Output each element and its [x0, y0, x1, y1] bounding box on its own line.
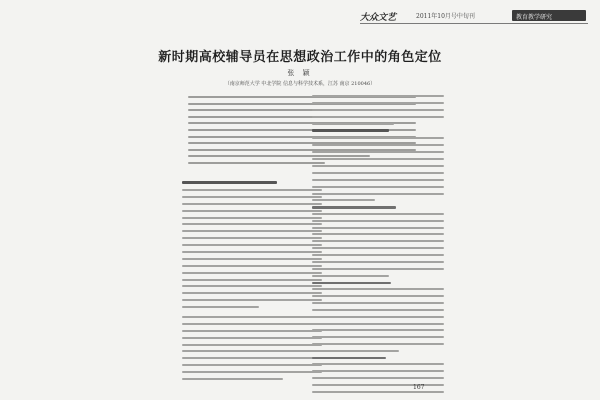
text-line — [182, 323, 322, 325]
text-line — [182, 350, 322, 352]
section-heading — [182, 181, 277, 184]
text-line — [182, 371, 322, 373]
text-line — [182, 292, 322, 294]
text-line — [312, 350, 399, 352]
text-line — [182, 316, 322, 318]
text-line — [312, 199, 375, 201]
text-line — [182, 306, 259, 308]
text-line — [182, 196, 322, 198]
text-line — [312, 172, 444, 174]
right-column — [312, 95, 444, 398]
text-line — [312, 144, 444, 146]
author-affiliation: （南京师范大学 中北学院 信息与科学技术系，江苏 南京 210046） — [224, 81, 376, 87]
text-line — [188, 162, 325, 164]
text-line — [312, 254, 444, 256]
text-line — [312, 220, 444, 222]
header-rule — [360, 23, 588, 24]
text-line — [312, 186, 444, 188]
text-line — [312, 268, 444, 270]
subsection-heading — [312, 357, 386, 359]
text-line — [182, 272, 322, 274]
article-author: 张 颖 — [287, 69, 313, 77]
text-line — [312, 302, 444, 304]
text-line — [182, 251, 322, 253]
text-line — [312, 275, 389, 277]
text-line — [312, 116, 444, 118]
text-line — [182, 244, 322, 246]
text-line — [182, 223, 322, 225]
text-line — [312, 370, 444, 372]
text-line — [312, 247, 444, 249]
article-title: 新时期高校辅导员在思想政治工作中的角色定位 — [158, 50, 442, 65]
text-line — [312, 193, 444, 195]
text-line — [312, 261, 444, 263]
text-line — [312, 137, 444, 139]
text-line — [182, 258, 322, 260]
text-line — [182, 237, 322, 239]
text-line — [182, 189, 322, 191]
text-line — [312, 288, 444, 290]
text-line — [312, 316, 444, 318]
text-line — [182, 265, 322, 267]
text-line — [182, 203, 322, 205]
text-line — [312, 158, 444, 160]
text-line — [182, 285, 322, 287]
journal-name: 大众文艺 — [360, 13, 397, 23]
text-line — [312, 102, 444, 104]
text-line — [182, 210, 322, 212]
left-column — [182, 178, 322, 385]
text-line — [312, 151, 444, 153]
text-line — [312, 233, 444, 235]
text-line — [182, 344, 322, 346]
text-line — [182, 378, 283, 380]
text-line — [312, 377, 444, 379]
text-line — [312, 323, 444, 325]
text-line — [312, 95, 444, 97]
text-line — [312, 240, 444, 242]
text-line — [182, 279, 322, 281]
text-line — [312, 123, 394, 125]
text-line — [182, 299, 322, 301]
subsection-heading — [312, 206, 396, 208]
page-number: 167 — [413, 384, 425, 391]
subsection-heading — [312, 282, 391, 284]
text-line — [312, 295, 444, 297]
text-line — [182, 330, 322, 332]
text-line — [312, 343, 444, 345]
text-line — [312, 165, 444, 167]
section-badge — [512, 10, 586, 21]
text-line — [182, 357, 322, 359]
text-line — [182, 364, 322, 366]
running-header — [360, 10, 588, 24]
section-badge-label: 教育教学研究 — [516, 14, 553, 21]
text-line — [312, 179, 444, 181]
text-line — [312, 363, 444, 365]
issue-info: 2011年10月号中旬刊 — [416, 13, 475, 20]
text-line — [312, 109, 444, 111]
text-line — [312, 213, 444, 215]
text-line — [312, 336, 444, 338]
section-heading — [312, 129, 389, 132]
text-line — [182, 337, 322, 339]
text-line — [312, 227, 444, 229]
text-line — [182, 230, 322, 232]
text-line — [182, 217, 322, 219]
text-line — [312, 329, 444, 331]
text-line — [312, 391, 444, 393]
text-line — [312, 309, 444, 311]
